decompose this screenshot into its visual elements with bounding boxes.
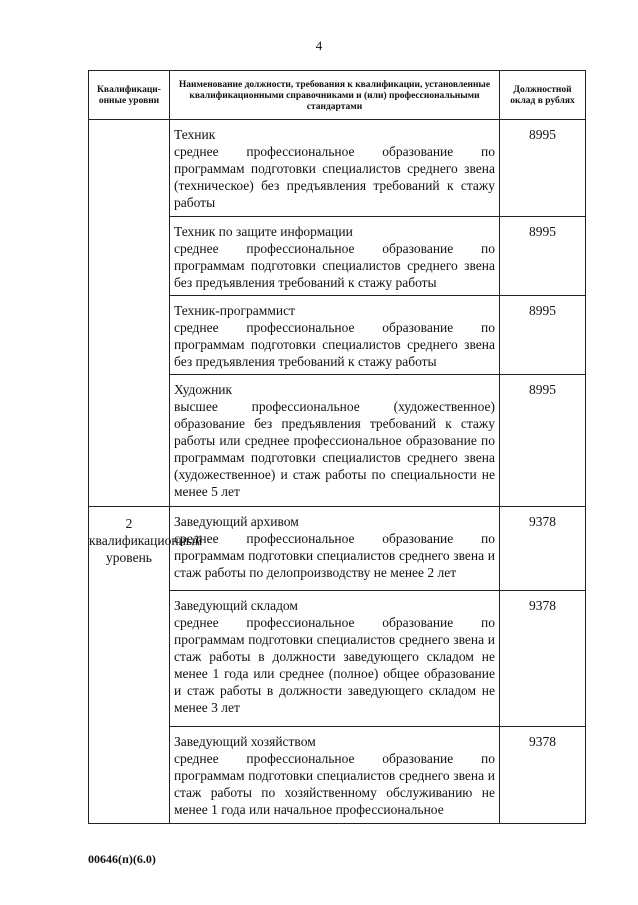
position-requirements: среднее профессиональное образование по программам подготовки специалистов среднего звена и стаж работы по хозяйственному обслуживанию не менее 1 года или начальное профессиональное xyxy=(174,751,495,817)
page-number: 4 xyxy=(315,38,323,53)
position-requirements: высшее профессиональное (художественное) образование без предъявления требований к стажу работы или среднее профессиональное образование по программам подготовки специалистов среднего звена (художественное) и стаж работы по специальности не менее 5 лет xyxy=(174,399,495,499)
position-cell xyxy=(170,375,500,507)
position-title: Техник по защите информации xyxy=(174,224,353,239)
position-requirements: среднее профессиональное образование по программам подготовки специалистов среднего звена (техническое) без предъявления требований к стажу работы xyxy=(174,144,495,210)
position-title: Художник xyxy=(174,382,233,397)
position-requirements: среднее профессиональное образование по программам подготовки специалистов среднего звена и стаж работы в должности заведующего складом не менее 1 года или среднее (полное) общее образование и стаж работы в должности заведующего складом не менее 3 лет xyxy=(174,615,495,715)
position-title: Заведующий складом xyxy=(174,598,298,613)
position-cell xyxy=(170,591,500,727)
salary-cell: 8995 xyxy=(500,120,586,217)
position-cell xyxy=(170,217,500,296)
position-cell xyxy=(170,507,500,591)
salary-cell: 8995 xyxy=(500,296,586,375)
position-title: Заведующий архивом xyxy=(174,514,299,529)
salary-cell: 9378 xyxy=(500,591,586,727)
header-position-requirements: Наименование должности, требования к квалификации, установленные квалификационными справочниками и (или) профессиональными стандартами xyxy=(170,71,500,120)
document-code: 00646(п)(6.0) xyxy=(88,852,156,866)
header-qualification-levels: Квалификаци-онные уровни xyxy=(89,71,170,120)
position-requirements: среднее профессиональное образование по программам подготовки специалистов среднего звена и стаж работы по делопроизводству не менее 2 лет xyxy=(174,531,495,580)
position-title: Техник-программист xyxy=(174,303,296,318)
level-cell xyxy=(89,120,170,507)
salary-cell: 9378 xyxy=(500,507,586,591)
position-title: Заведующий хозяйством xyxy=(174,734,316,749)
table-row xyxy=(89,120,586,217)
salary-cell: 8995 xyxy=(500,217,586,296)
position-cell xyxy=(170,727,500,824)
table-row xyxy=(89,507,586,591)
position-requirements: среднее профессиональное образование по программам подготовки специалистов среднего звена без предъявления требований к стажу работы xyxy=(174,241,495,290)
qualification-table xyxy=(88,70,586,824)
salary-cell: 8995 xyxy=(500,375,586,507)
position-title: Техник xyxy=(174,127,216,142)
position-cell xyxy=(170,120,500,217)
table-header-row xyxy=(89,71,586,120)
position-cell xyxy=(170,296,500,375)
level-cell: 2 квалификационный уровень xyxy=(89,507,170,824)
salary-cell: 9378 xyxy=(500,727,586,824)
header-salary: Должностной оклад в рублях xyxy=(500,71,586,120)
position-requirements: среднее профессиональное образование по программам подготовки специалистов среднего звена без предъявления требований к стажу работы xyxy=(174,320,495,369)
